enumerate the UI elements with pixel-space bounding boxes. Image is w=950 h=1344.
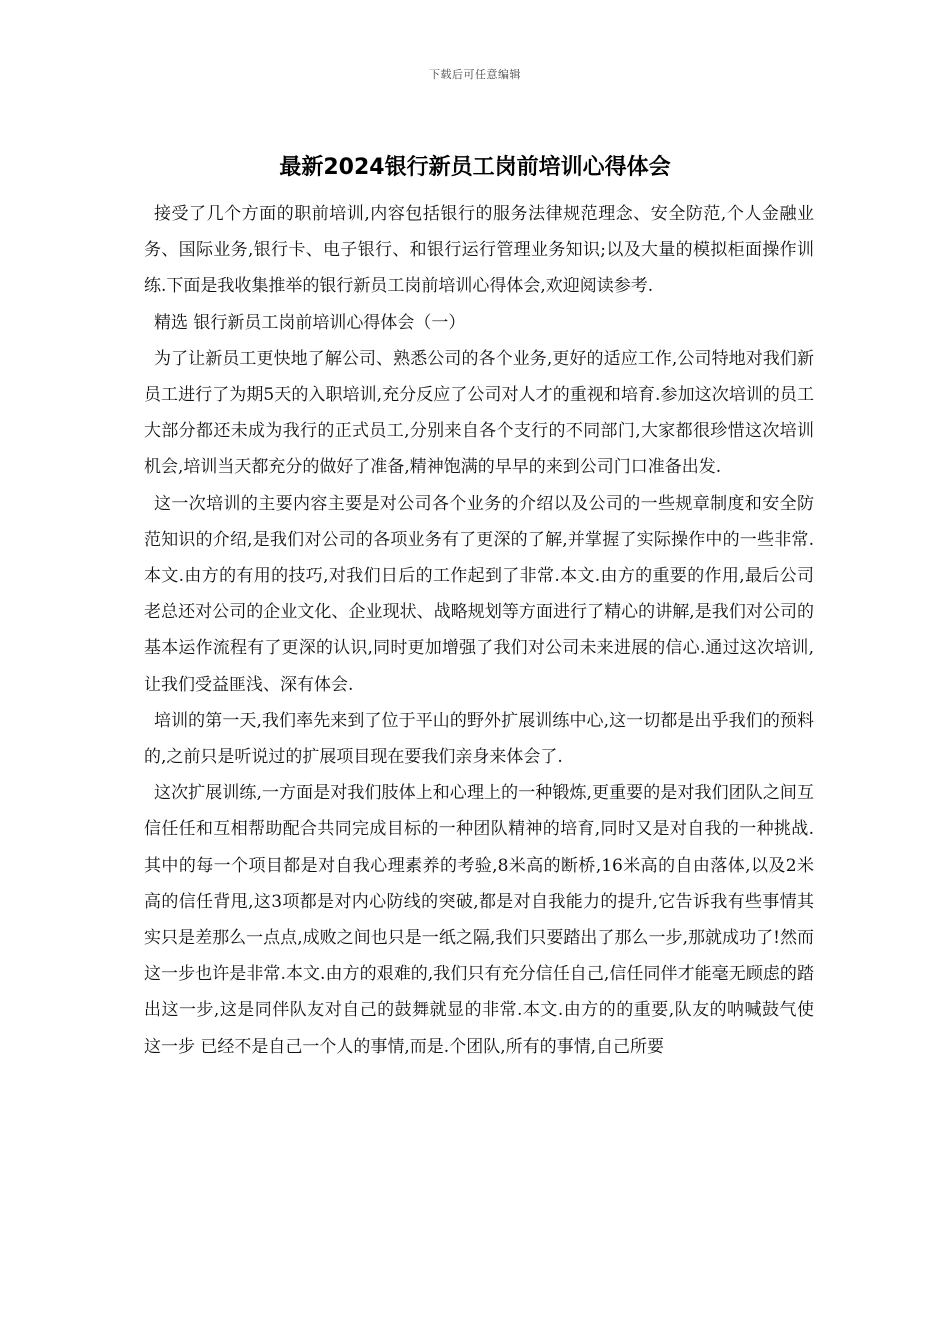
body-paragraph: 为了让新员工更快地了解公司、熟悉公司的各个业务,更好的适应工作,公司特地对我们新员工进行了为期5天的入职培训,充分反应了公司对人才的重视和培育.参加这次培训的员工大部分都还未成为我行的正式员工,分别来自各个支行的不同部门,大家都很珍惜这次培训机会,培训当天都充分的做好了准备,精神饱满的早早的来到公司门口准备出发. (144, 348, 814, 478)
intro-paragraph: 接受了几个方面的职前培训,内容包括银行的服务法律规范理念、安全防范,个人金融业务、国际业务,银行卡、电子银行、和银行运行管理业务知识;以及大量的模拟柜面操作训练.下面是我收集推举的银行新员工岗前培训心得体会,欢迎阅读参考. (144, 204, 814, 297)
section-heading: 精选 银行新员工岗前培训心得体会（一） (154, 312, 466, 333)
body-paragraph: 这次扩展训练,一方面是对我们肢体上和心理上的一种锻炼,更重要的是对我们团队之间互信任任和互相帮助配合共同完成目标的一种团队精神的培育,同时又是对自我的一种挑战.其中的每一个项目都是对自我心理素养的考验,8米高的断桥,16米高的自由落体,以及2米高的信任背甩,这3项都是对内心防线的突破,都是对自我能力的提升,它告诉我有些事情其实只是差那么一点点,成败之间也只是一纸之隔,我们只要踏出了那么一步,那就成功了!然而这一步也许是非常.本文.由方的艰难的,我们只有充分信任自己,信任同伴才能毫无顾虑的踏出这一步,这是同伴队友对自己的鼓舞就显的非常.本文.由方的的重要,队友的呐喊鼓气使 这一步 已经不是自己一个人的事情,而是.个团队,所有的事情,自己所要 (144, 783, 814, 1057)
header-note: 下载后可任意编辑 (429, 68, 521, 81)
document-body (144, 196, 814, 1065)
body-paragraph: 这一次培训的主要内容主要是对公司各个业务的介绍以及公司的一些规章制度和安全防范知识的介绍,是我们对公司的各项业务有了更深的了解,并掌握了实际操作中的一些非常.本文.由方的有用的技巧,对我们日后的工作起到了非常.本文.由方的重要的作用,最后公司老总还对公司的企业文化、企业现状、战略规划等方面进行了精心的讲解,是我们对公司的基本运作流程有了更深的认识,同时更加增强了我们对公司未来进展的信心.通过这次培训,让我们受益匪浅、深有体会. (144, 493, 814, 695)
document-title: 最新2024银行新员工岗前培训心得体会 (279, 155, 671, 180)
body-paragraph: 培训的第一天,我们率先来到了位于平山的野外扩展训练中心,这一切都是出乎我们的预料的,之前只是听说过的扩展项目现在要我们亲身来体会了. (144, 710, 814, 768)
